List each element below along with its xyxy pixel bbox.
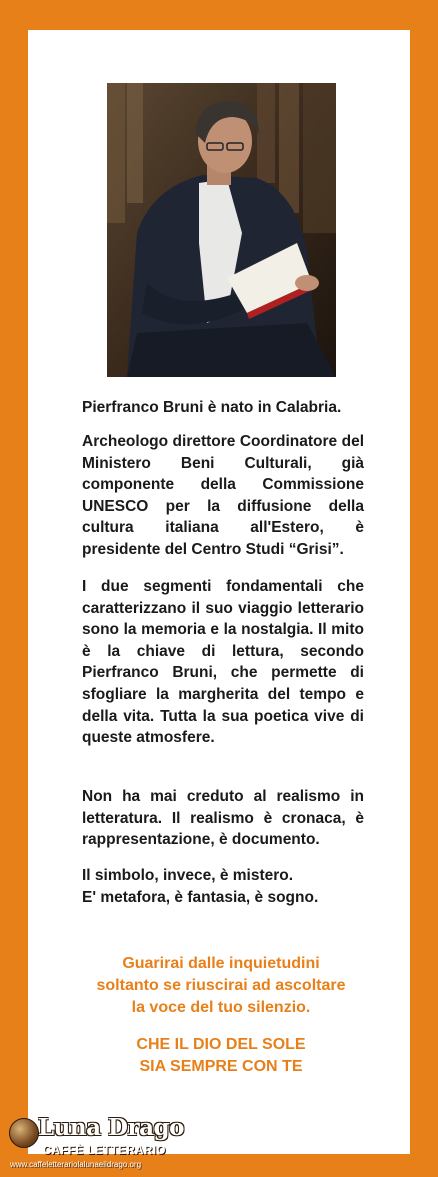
closing-line: CHE IL DIO DEL SOLE [136,1036,306,1053]
moon-globe-icon [9,1118,39,1148]
closing-line: SIA SEMPRE CON TE [139,1058,303,1075]
quote-line: soltanto se riuscirai ad ascoltare [96,977,346,994]
quote [60,953,382,1019]
author-photo [107,83,336,377]
logo-subtitle: CAFFÈ LETTERARIO [43,1145,166,1157]
logo-name: Luna Drago [38,1114,184,1141]
bio-intro: Pierfranco Bruni è nato in Calabria. [82,399,342,416]
bio-symbol-line: E' metafora, è fantasia, è sogno. [82,888,319,906]
bio-role: Archeologo direttore Coordinatore del Ministero Beni Culturali, già componente della Commissione UNESCO per la diffusione della cultura italiana all'Estero, è presidente del Centro Studi “Grisi”. [82,433,364,558]
bio-symbol-line: Il simbolo, invece, è mistero. [82,867,294,884]
quote-line: Guarirai dalle inquietudini [122,955,320,972]
caffe-letterario-logo [6,1112,184,1174]
bio-symbol [82,865,364,908]
bio-realism: Non ha mai creduto al realismo in letteratura. Il realismo è cronaca, è rappresentazione, è documento. [82,788,364,849]
bio-poetics: I due segmenti fondamentali che caratterizzano il suo viaggio letterario sono la memoria e la nostalgia. Il mito è la chiave di lettura, secondo Pierfranco Bruni, che permette di sfogliare la margherita del tempo e della vita. Tutta la sua poetica vive di queste atmosfere. [82,578,364,747]
closing-wish [60,1034,382,1078]
website-url: www.caffeletterariolalunaeildrago.org [10,1160,142,1169]
quote-line: la voce del tuo silenzio. [131,999,311,1016]
